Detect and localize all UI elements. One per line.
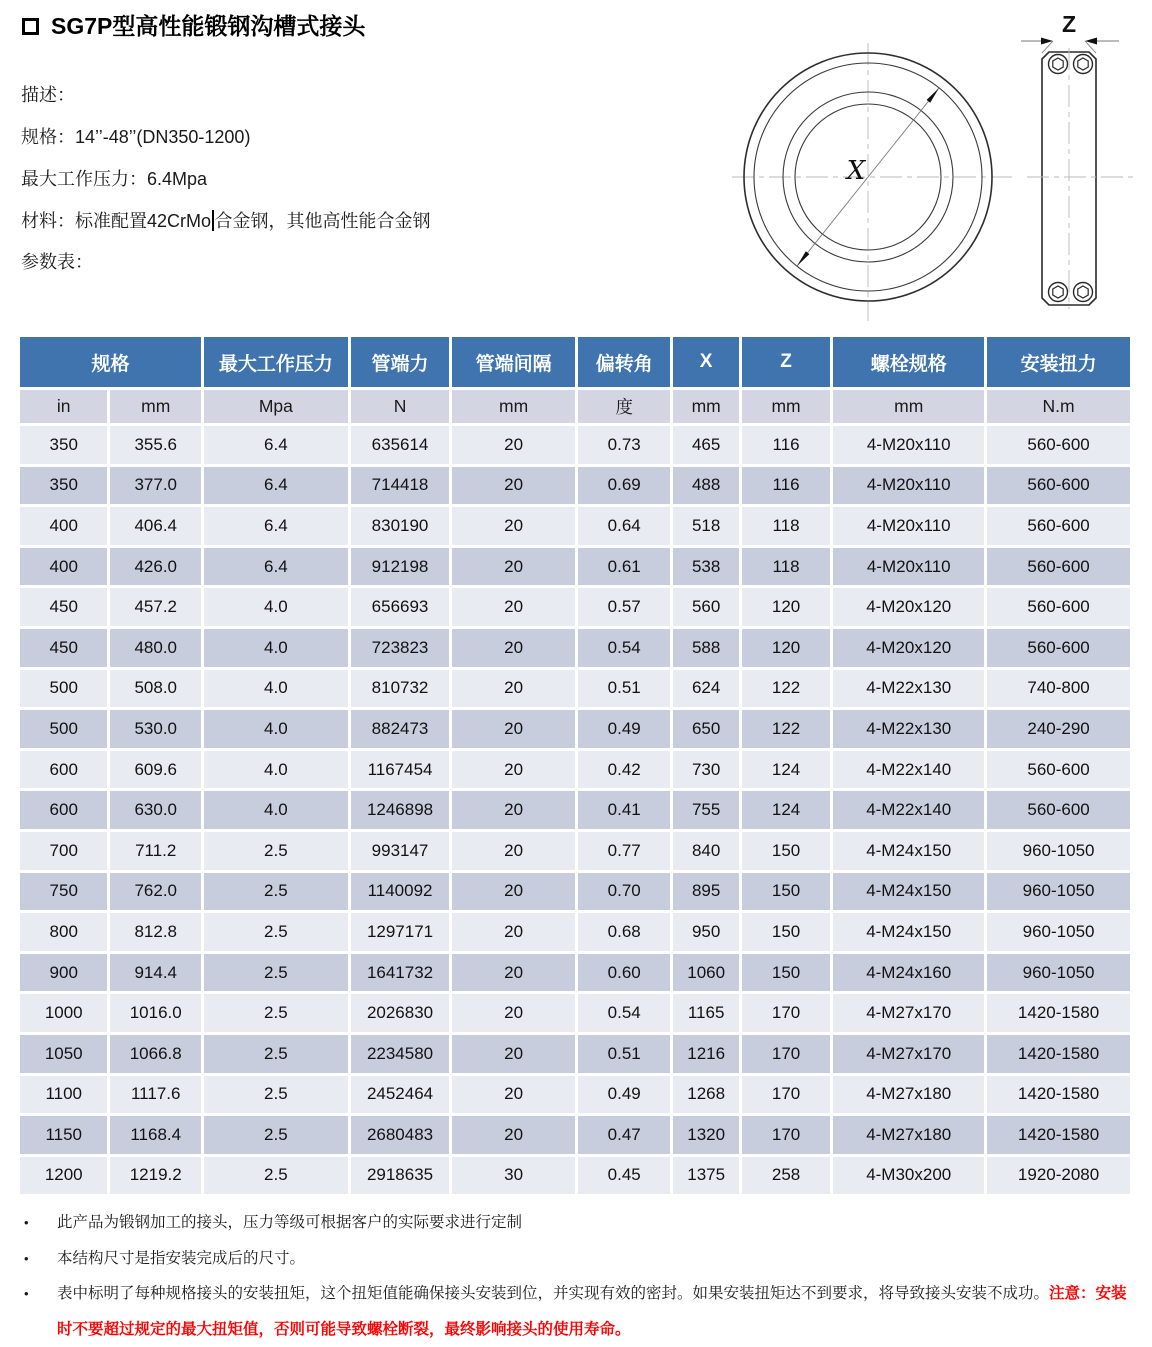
col-header-x: X [673,337,738,387]
table-cell: 0.49 [578,1076,671,1114]
table-cell: 914.4 [110,954,201,992]
table-cell: 0.73 [578,426,671,464]
table-cell: 150 [742,832,830,870]
table-cell: 400 [20,548,107,586]
table-cell: 500 [20,670,107,708]
table-cell: 20 [452,467,575,505]
table-cell: 170 [742,1116,830,1154]
table-cell: 20 [452,1035,575,1073]
table-cell: 6.4 [204,548,348,586]
bullet-icon: • [24,1286,29,1301]
table-cell: 20 [452,954,575,992]
table-cell: 20 [452,994,575,1032]
material-text-after: 合金钢，其他高性能合金钢 [214,211,431,231]
spec-line: 规格：14’’-48’’(DN350-1200) [21,127,251,147]
table-cell: 450 [20,588,107,626]
table-cell: 518 [673,507,738,545]
table-cell: 2.5 [204,873,348,911]
table-cell: 1016.0 [110,994,201,1032]
table-cell: 4-M27x170 [833,994,984,1032]
table-cell: 1420-1580 [987,994,1130,1032]
table-cell: 350 [20,426,107,464]
table-cell: 20 [452,710,575,748]
table-cell: 700 [20,832,107,870]
table-cell: 20 [452,629,575,667]
z-dimension-label: Z [1061,11,1077,37]
table-cell: 4-M20x120 [833,588,984,626]
table-cell: 377.0 [110,467,201,505]
table-cell: 1420-1580 [987,1116,1130,1154]
table-cell: 0.64 [578,507,671,545]
table-cell: 0.41 [578,791,671,829]
table-cell: 120 [742,629,830,667]
z-dimension-line [1021,38,1119,54]
table-cell: 6.4 [204,467,348,505]
material-line [21,210,431,233]
table-cell: 993147 [351,832,450,870]
table-row [20,791,1130,829]
table-cell: 560-600 [987,629,1130,667]
table-cell: 810732 [351,670,450,708]
table-cell: 1375 [673,1157,738,1195]
note-item [20,1276,1132,1347]
note-item [20,1241,1132,1277]
table-cell: 4.0 [204,751,348,789]
table-cell: 1219.2 [110,1157,201,1195]
bullet-icon: • [24,1215,29,1230]
table-cell: 1420-1580 [987,1035,1130,1073]
table-cell: 4-M20x120 [833,629,984,667]
table-cell: 116 [742,426,830,464]
table-cell: 1297171 [351,913,450,951]
table-cell: 2.5 [204,954,348,992]
table-cell: 1050 [20,1035,107,1073]
table-cell: 122 [742,670,830,708]
table-cell: 960-1050 [987,954,1130,992]
table-cell: 588 [673,629,738,667]
col-header-torque: 安装扭力 [987,337,1130,387]
bullet-icon: • [24,1250,29,1266]
table-row [20,1076,1130,1114]
table-cell: 118 [742,507,830,545]
unit-cell: 度 [578,390,671,423]
table-cell: 1268 [673,1076,738,1114]
table-cell: 6.4 [204,507,348,545]
table-cell: 0.70 [578,873,671,911]
table-cell: 1320 [673,1116,738,1154]
table-cell: 457.2 [110,588,201,626]
table-cell: 0.68 [578,913,671,951]
table-cell: 1100 [20,1076,107,1114]
page-title: SG7P型高性能锻钢沟槽式接头 [51,13,366,39]
table-cell: 20 [452,670,575,708]
side-view-drawing [1015,5,1145,315]
table-cell: 488 [673,467,738,505]
table-cell: 538 [673,548,738,586]
table-cell: 960-1050 [987,873,1130,911]
table-cell: 4-M30x200 [833,1157,984,1195]
table-cell: 1066.8 [110,1035,201,1073]
table-cell: 1641732 [351,954,450,992]
table-cell: 4.0 [204,791,348,829]
table-cell: 912198 [351,548,450,586]
table-cell: 4-M22x140 [833,791,984,829]
table-cell: 4.0 [204,710,348,748]
table-row [20,588,1130,626]
max-pressure-line: 最大工作压力：6.4Mpa [21,169,208,189]
table-cell: 812.8 [110,913,201,951]
table-cell: 630.0 [110,791,201,829]
table-cell: 656693 [351,588,450,626]
col-header-z: Z [742,337,830,387]
table-cell: 960-1050 [987,913,1130,951]
material-text-before: 材料：标准配置42CrMo [21,211,212,231]
table-cell: 1165 [673,994,738,1032]
table-cell: 4-M22x130 [833,710,984,748]
table-cell: 120 [742,588,830,626]
table-cell: 600 [20,791,107,829]
table-cell: 4-M20x110 [833,426,984,464]
unit-cell: in [20,390,107,423]
table-cell: 426.0 [110,548,201,586]
table-cell: 1246898 [351,791,450,829]
table-cell: 740-800 [987,670,1130,708]
table-cell: 2680483 [351,1116,450,1154]
table-row [20,629,1130,667]
note-item [20,1205,1132,1241]
table-cell: 0.69 [578,467,671,505]
table-cell: 4.0 [204,670,348,708]
unit-cell: mm [452,390,575,423]
table-row [20,467,1130,505]
section-title [22,12,365,40]
table-cell: 20 [452,913,575,951]
table-cell: 714418 [351,467,450,505]
table-cell: 560-600 [987,791,1130,829]
table-cell: 124 [742,751,830,789]
table-cell: 2452464 [351,1076,450,1114]
note-text: 此产品为锻钢加工的接头，压力等级可根据客户的实际要求进行定制 [57,1214,523,1231]
table-cell: 0.47 [578,1116,671,1154]
table-cell: 2026830 [351,994,450,1032]
table-cell: 960-1050 [987,832,1130,870]
table-cell: 1168.4 [110,1116,201,1154]
table-cell: 530.0 [110,710,201,748]
table-cell: 560 [673,588,738,626]
table-cell: 20 [452,832,575,870]
parameter-table-label: 参数表： [21,252,93,272]
centerlines [732,43,1012,321]
table-cell: 1420-1580 [987,1076,1130,1114]
table-cell: 624 [673,670,738,708]
table-cell: 480.0 [110,629,201,667]
table-header-row [20,337,1130,387]
table-cell: 0.51 [578,1035,671,1073]
table-cell: 400 [20,507,107,545]
table-cell: 900 [20,954,107,992]
col-header-end-gap: 管端间隔 [452,337,575,387]
table-cell: 560-600 [987,548,1130,586]
table-cell: 0.45 [578,1157,671,1195]
description-label: 描述： [21,85,75,105]
table-cell: 1167454 [351,751,450,789]
unit-cell: mm [742,390,830,423]
square-bullet-icon [22,18,39,35]
table-cell: 150 [742,954,830,992]
table-cell: 20 [452,548,575,586]
table-cell: 465 [673,426,738,464]
table-cell: 0.54 [578,994,671,1032]
unit-cell: mm [833,390,984,423]
text-cursor [212,210,214,231]
table-row [20,954,1130,992]
table-cell: 500 [20,710,107,748]
table-cell: 20 [452,1076,575,1114]
table-cell: 2234580 [351,1035,450,1073]
table-cell: 2.5 [204,1035,348,1073]
table-cell: 20 [452,791,575,829]
table-cell: 116 [742,467,830,505]
table-cell: 150 [742,873,830,911]
table-cell: 258 [742,1157,830,1195]
table-cell: 1920-2080 [987,1157,1130,1195]
table-cell: 895 [673,873,738,911]
table-cell: 711.2 [110,832,201,870]
coupling-side-body [1027,48,1133,309]
table-cell: 0.49 [578,710,671,748]
table-cell: 4-M20x110 [833,548,984,586]
unit-cell: N [351,390,450,423]
table-cell: 4-M24x150 [833,873,984,911]
table-cell: 4-M27x180 [833,1116,984,1154]
table-cell: 170 [742,994,830,1032]
table-cell: 170 [742,1076,830,1114]
table-cell: 6.4 [204,426,348,464]
table-cell: 4-M27x170 [833,1035,984,1073]
table-row [20,670,1130,708]
table-cell: 118 [742,548,830,586]
table-cell: 1216 [673,1035,738,1073]
table-cell: 350 [20,467,107,505]
col-header-deflection: 偏转角 [578,337,671,387]
table-cell: 0.61 [578,548,671,586]
table-row [20,873,1130,911]
table-cell: 124 [742,791,830,829]
table-cell: 730 [673,751,738,789]
note-text: 本结构尺寸是指安装完成后的尺寸。 [57,1249,306,1267]
table-cell: 560-600 [987,507,1130,545]
front-view-drawing [726,36,1018,328]
table-cell: 4-M24x150 [833,913,984,951]
table-cell: 4-M20x110 [833,507,984,545]
table-cell: 0.60 [578,954,671,992]
table-cell: 0.57 [578,588,671,626]
table-cell: 20 [452,1116,575,1154]
unit-cell: Mpa [204,390,348,423]
table-cell: 1200 [20,1157,107,1195]
table-row [20,751,1130,789]
table-cell: 2.5 [204,1157,348,1195]
table-cell: 20 [452,873,575,911]
table-row [20,1157,1130,1195]
table-cell: 609.6 [110,751,201,789]
units-row [20,390,1130,423]
notes-section [20,1205,1132,1347]
table-cell: 2.5 [204,1116,348,1154]
table-row [20,1035,1130,1073]
table-cell: 4-M22x130 [833,670,984,708]
col-header-pressure: 最大工作压力 [204,337,348,387]
table-cell: 450 [20,629,107,667]
table-cell: 560-600 [987,751,1130,789]
col-header-spec: 规格 [20,337,201,387]
table-cell: 122 [742,710,830,748]
table-cell: 1140092 [351,873,450,911]
col-header-bolt: 螺栓规格 [833,337,984,387]
bolt-heads [1049,55,1093,302]
table-cell: 560-600 [987,588,1130,626]
table-cell: 20 [452,426,575,464]
table-cell: 800 [20,913,107,951]
table-cell: 2.5 [204,832,348,870]
table-cell: 650 [673,710,738,748]
table-row [20,1116,1130,1154]
table-cell: 355.6 [110,426,201,464]
table-cell: 406.4 [110,507,201,545]
table-cell: 1060 [673,954,738,992]
table-row [20,426,1130,464]
table-cell: 4.0 [204,629,348,667]
table-cell: 1000 [20,994,107,1032]
unit-cell: mm [673,390,738,423]
parameter-table [17,334,1133,1197]
table-cell: 600 [20,751,107,789]
table-row [20,507,1130,545]
table-cell: 2.5 [204,994,348,1032]
table-cell: 508.0 [110,670,201,708]
table-cell: 882473 [351,710,450,748]
table-cell: 2918635 [351,1157,450,1195]
note-text: 表中标明了每种规格接头的安装扭矩，这个扭矩值能确保接头安装到位，并实现有效的密封。如果安装扭矩达不到要求，将导致接头安装不成功。 [57,1285,1050,1302]
table-row [20,548,1130,586]
table-cell: 4-M20x110 [833,467,984,505]
table-cell: 2.5 [204,1076,348,1114]
table-row [20,913,1130,951]
x-dimension-label: X [846,156,866,186]
table-cell: 2.5 [204,913,348,951]
table-cell: 4-M24x160 [833,954,984,992]
table-cell: 240-290 [987,710,1130,748]
table-cell: 560-600 [987,467,1130,505]
table-cell: 20 [452,751,575,789]
table-cell: 560-600 [987,426,1130,464]
table-row [20,832,1130,870]
table-cell: 830190 [351,507,450,545]
table-cell: 30 [452,1157,575,1195]
table-cell: 170 [742,1035,830,1073]
table-cell: 0.54 [578,629,671,667]
table-cell: 4-M22x140 [833,751,984,789]
table-cell: 750 [20,873,107,911]
warning-text: 注意：安装时不要超过规定的最大扭矩值，否则可能导致螺栓断裂，最终影响接头的使用寿命。 [57,1285,1127,1338]
table-cell: 950 [673,913,738,951]
col-header-end-force: 管端力 [351,337,450,387]
table-cell: 840 [673,832,738,870]
table-cell: 1117.6 [110,1076,201,1114]
table-cell: 20 [452,507,575,545]
table-cell: 4-M27x180 [833,1076,984,1114]
table-cell: 755 [673,791,738,829]
table-cell: 4.0 [204,588,348,626]
table-cell: 4-M24x150 [833,832,984,870]
table-cell: 1150 [20,1116,107,1154]
table-cell: 0.42 [578,751,671,789]
table-cell: 0.77 [578,832,671,870]
table-row [20,994,1130,1032]
table-cell: 762.0 [110,873,201,911]
unit-cell: N.m [987,390,1130,423]
table-cell: 0.51 [578,670,671,708]
unit-cell: mm [110,390,201,423]
table-cell: 635614 [351,426,450,464]
table-cell: 20 [452,588,575,626]
table-cell: 150 [742,913,830,951]
table-row [20,710,1130,748]
table-cell: 723823 [351,629,450,667]
